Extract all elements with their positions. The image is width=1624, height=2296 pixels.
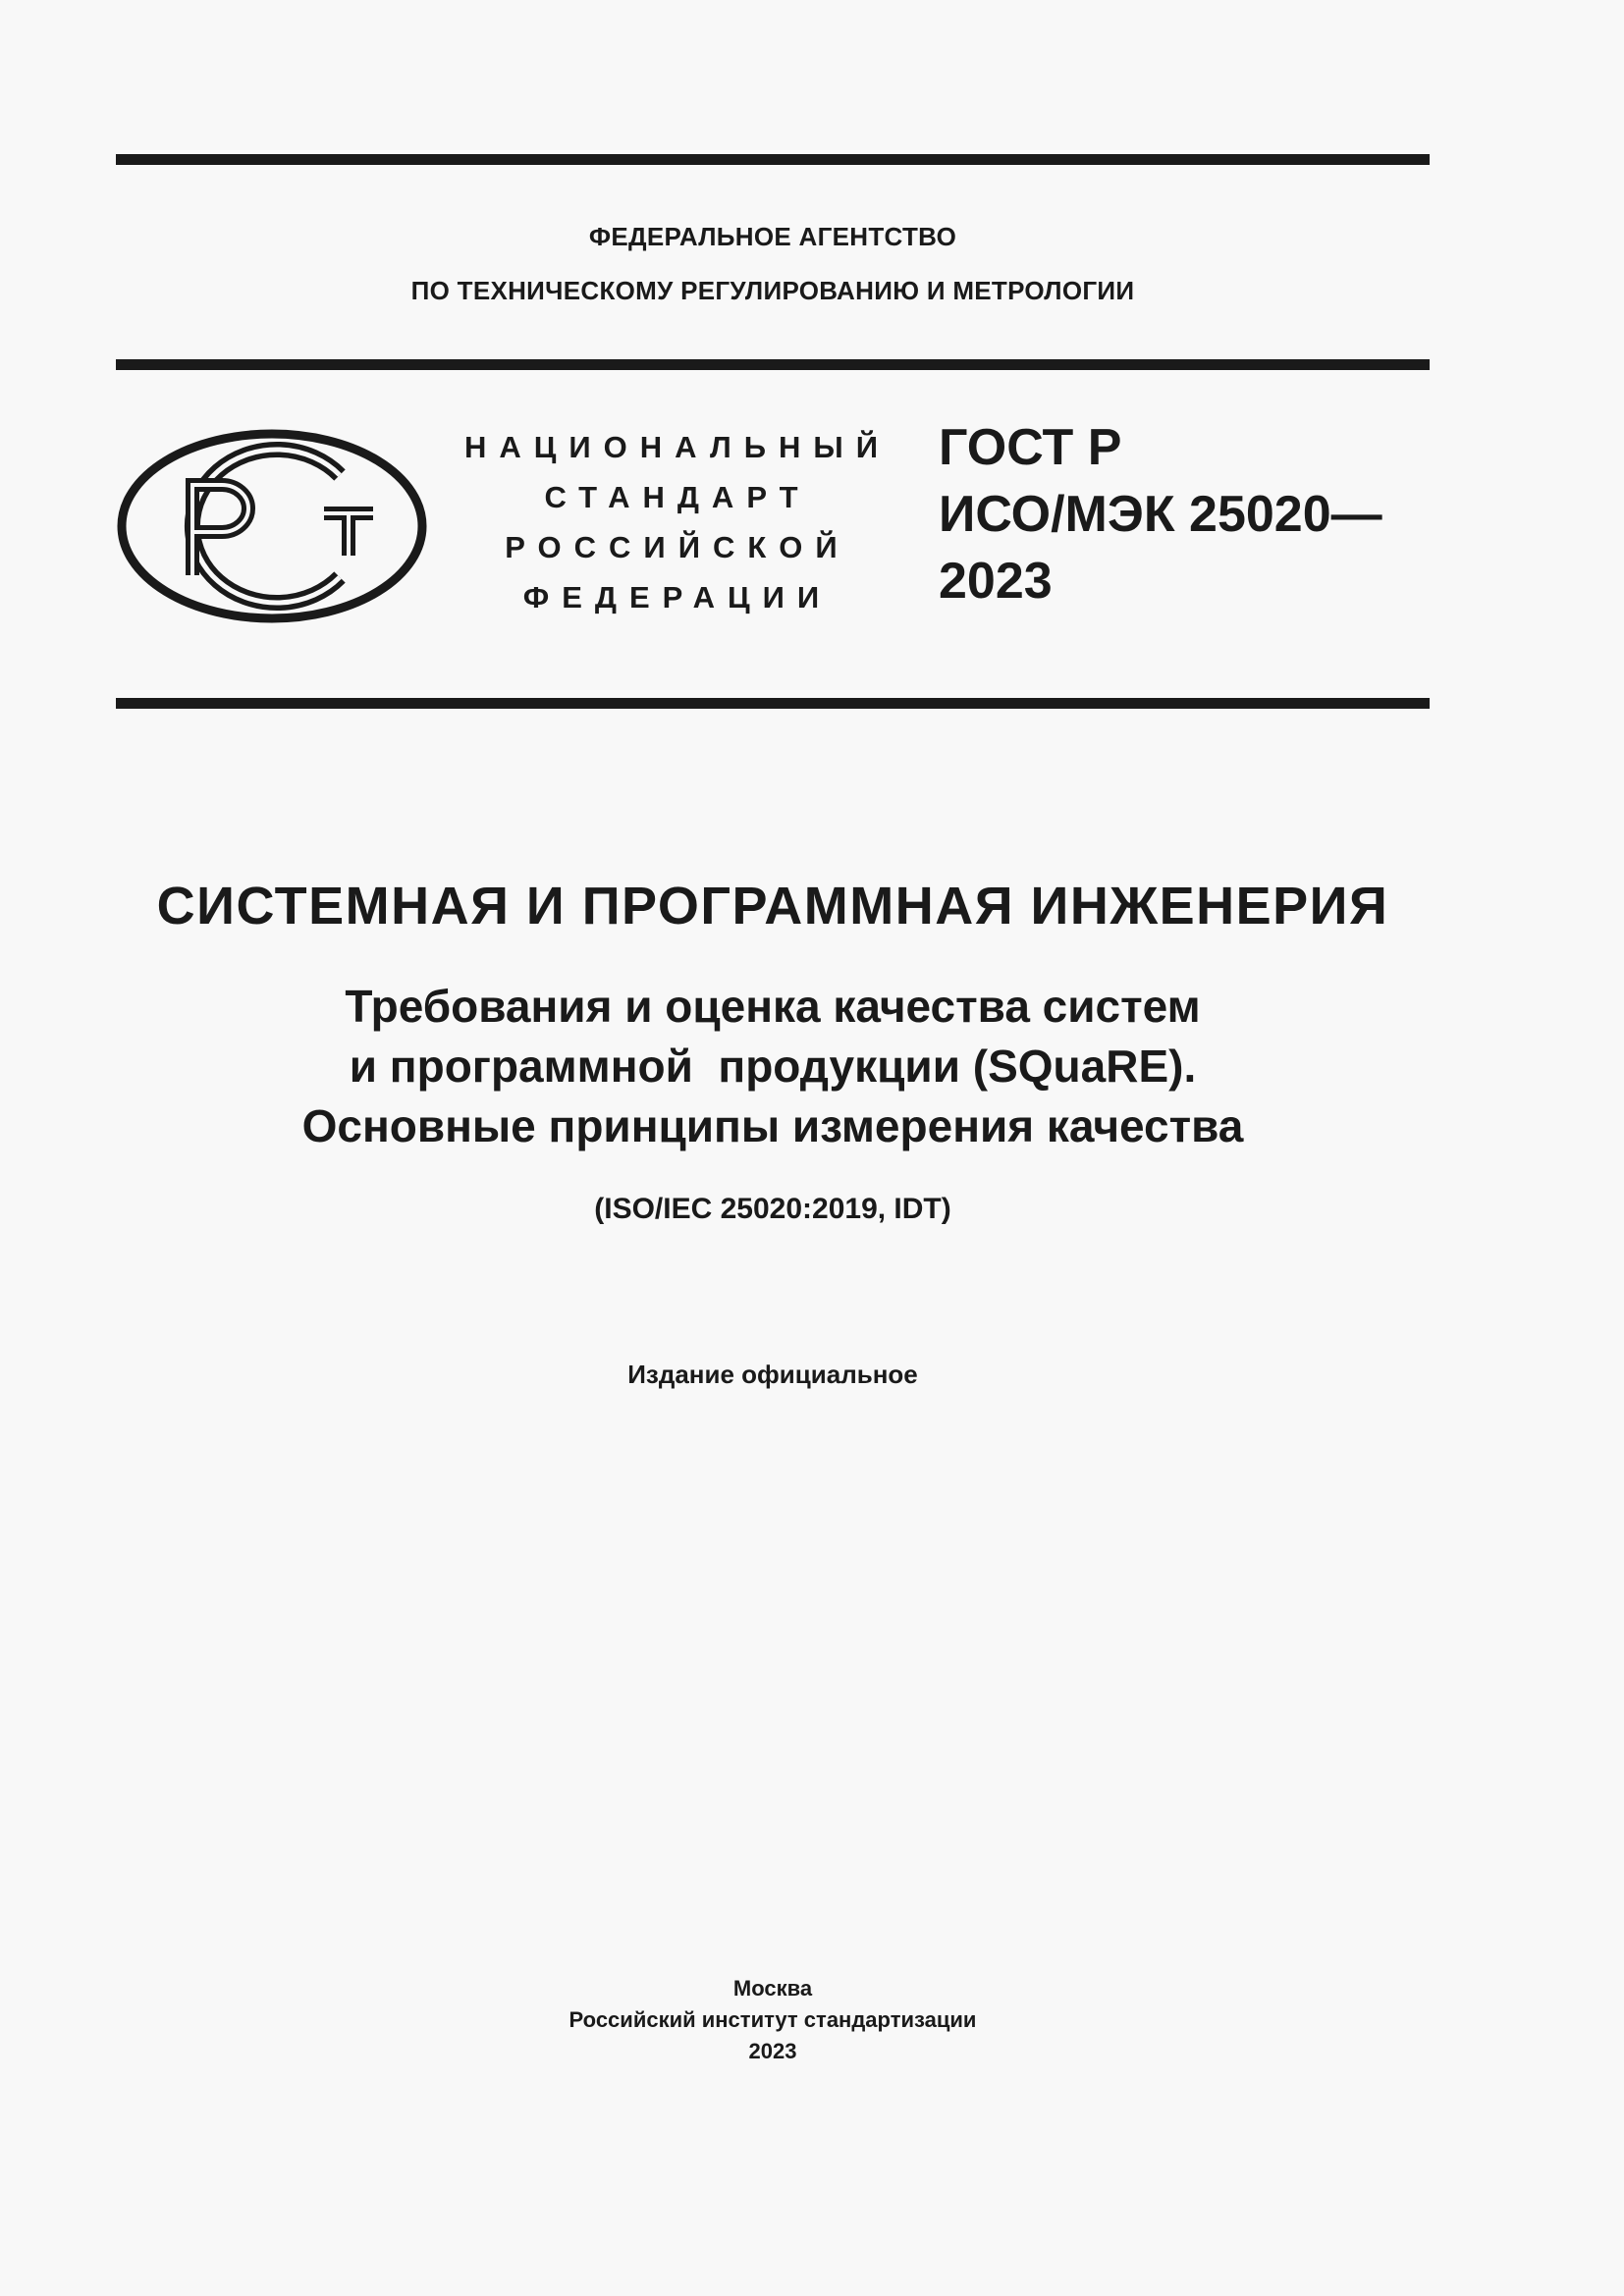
designation-line-1: ГОСТ Р	[939, 419, 1122, 476]
national-standard-label	[461, 422, 893, 622]
national-standard-line: НАЦИОНАЛЬНЫЙ	[463, 430, 892, 464]
designation-line-2: ИСО/МЭК 25020—	[939, 486, 1382, 543]
designation-line-3: 2023	[939, 553, 1053, 610]
agency-line-2: ПО ТЕХНИЧЕСКОМУ РЕГУЛИРОВАНИЮ И МЕТРОЛОГИИ	[410, 276, 1135, 305]
document-main-title: СИСТЕМНАЯ И ПРОГРАММНАЯ ИНЖЕНЕРИЯ	[156, 877, 1389, 935]
header-rule	[116, 359, 1430, 370]
top-rule	[116, 154, 1430, 165]
imprint-year: 2023	[748, 2039, 797, 2063]
subtitle-line-3: Основные принципы измерения качества	[301, 1100, 1244, 1151]
imprint-city: Москва	[732, 1976, 813, 2001]
rst-certification-mark-icon	[116, 428, 428, 624]
standard-designation	[939, 414, 1382, 614]
imprint	[116, 1973, 1430, 2067]
edition-label: Издание официальное	[627, 1360, 918, 1389]
document-subtitle	[116, 977, 1430, 1156]
subtitle-line-1: Требования и оценка качества систем	[345, 981, 1201, 1032]
iso-reference: (ISO/IEC 25020:2019, IDT)	[594, 1193, 951, 1225]
agency-line-1: ФЕДЕРАЛЬНОЕ АГЕНТСТВО	[588, 222, 957, 251]
imprint-publisher: Российский институт стандартизации	[568, 2007, 977, 2032]
title-block-rule	[116, 698, 1430, 709]
subtitle-line-2: и программной продукции (SQuaRE).	[349, 1041, 1197, 1092]
national-standard-line: РОССИЙСКОЙ	[505, 530, 850, 564]
national-standard-line: СТАНДАРТ	[544, 480, 811, 514]
national-standard-line: ФЕДЕРАЦИИ	[522, 580, 833, 614]
